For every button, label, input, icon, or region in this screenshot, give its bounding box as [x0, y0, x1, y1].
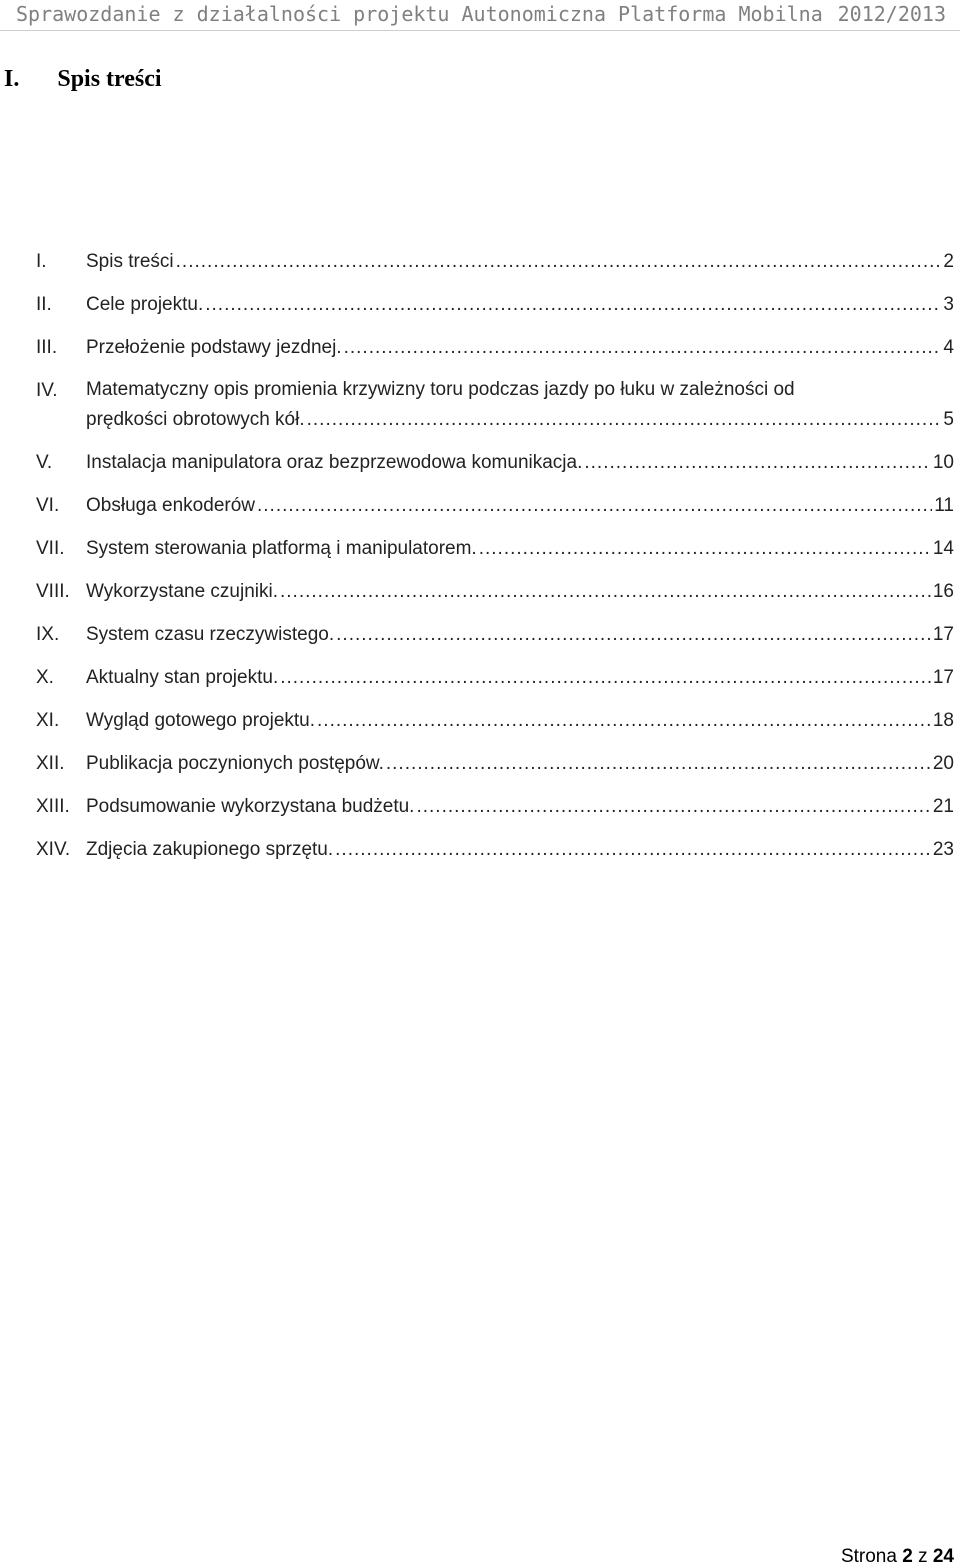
toc-leader-dots [205, 283, 941, 326]
table-of-contents [36, 240, 954, 871]
toc-entry[interactable] [36, 326, 954, 369]
toc-leader-dots [335, 828, 931, 871]
toc-leader-dots [386, 742, 931, 785]
toc-leader-dots [176, 240, 942, 283]
toc-entry-title-line1: Matematyczny opis promienia krzywizny toru podczas jazdy po łuku w zależności od [86, 379, 795, 400]
toc-entry[interactable] [36, 240, 954, 283]
toc-entry-title: Podsumowanie wykorzystana budżetu. [86, 796, 415, 817]
header-divider [0, 30, 960, 31]
footer-separator: z [918, 1546, 928, 1567]
toc-entry-number: XIII. [36, 796, 70, 817]
toc-entry-page: 17 [932, 624, 954, 645]
toc-entry-page: 14 [932, 538, 954, 559]
toc-entry[interactable] [36, 527, 954, 570]
toc-leader-dots [344, 326, 942, 369]
toc-entry-title: Przełożenie podstawy jezdnej. [86, 337, 342, 358]
toc-entry-title: Publikacja poczynionych postępów. [86, 753, 384, 774]
toc-entry-title: Obsługa enkoderów [86, 495, 255, 516]
toc-entry-title: Wykorzystane czujniki. [86, 581, 278, 602]
toc-entry-page: 23 [932, 839, 954, 860]
toc-entry-title: Spis treści [86, 251, 174, 272]
toc-entry[interactable] [36, 484, 954, 527]
toc-leader-dots [336, 613, 931, 656]
toc-entry-page: 20 [932, 753, 954, 774]
toc-entry-title: System sterowania platformą i manipulatorem. [86, 538, 477, 559]
footer-label: Strona [840, 1546, 897, 1567]
toc-entry-title: Wygląd gotowego projektu. [86, 710, 316, 731]
header-title: Sprawozdanie z działalności projektu Autonomiczna Platforma Mobilna [16, 2, 823, 26]
footer-current-page: 2 [902, 1546, 913, 1567]
page-footer [841, 1546, 954, 1568]
toc-entry-number: V. [36, 452, 53, 473]
toc-entry-title: Instalacja manipulatora oraz bezprzewodowa komunikacja. [86, 452, 583, 473]
toc-entry[interactable] [36, 828, 954, 871]
toc-entry-title: Aktualny stan projektu. [86, 667, 279, 688]
toc-entry-number: I. [36, 251, 47, 272]
toc-entry-number: III. [36, 337, 58, 358]
toc-leader-dots [307, 405, 942, 435]
toc-entry-number: IV. [36, 380, 58, 401]
page-header [0, 0, 960, 28]
toc-entry-number: X. [36, 667, 54, 688]
toc-entry-page: 5 [943, 409, 954, 430]
toc-entry-number: VI. [36, 495, 60, 516]
toc-entry[interactable] [36, 441, 954, 484]
toc-entry-page: 17 [932, 667, 954, 688]
toc-entry-number: XI. [36, 710, 60, 731]
toc-entry-title: Cele projektu. [86, 294, 204, 315]
toc-entry-page: 2 [943, 251, 954, 272]
toc-entry-page: 18 [932, 710, 954, 731]
toc-leader-dots [257, 484, 932, 527]
footer-total-pages: 24 [932, 1546, 954, 1567]
toc-leader-dots [584, 441, 930, 484]
toc-leader-dots [416, 785, 930, 828]
toc-entry[interactable] [36, 613, 954, 656]
toc-entry-number: XIV. [36, 839, 71, 860]
toc-entry[interactable] [36, 283, 954, 326]
section-heading-title: Spis treści [57, 66, 162, 92]
toc-entry-page: 16 [932, 581, 954, 602]
toc-entry-number: IX. [36, 624, 60, 645]
toc-entry-number: XII. [36, 753, 65, 774]
toc-entry-number: VII. [36, 538, 65, 559]
section-heading-number: I. [4, 66, 20, 92]
toc-entry-page: 4 [943, 337, 954, 358]
toc-entry-page: 11 [934, 495, 954, 516]
toc-entry[interactable] [36, 369, 954, 441]
toc-entry[interactable] [36, 785, 954, 828]
toc-entry[interactable] [36, 656, 954, 699]
toc-entry-title: prędkości obrotowych kół. [86, 409, 305, 430]
header-year: 2012/2013 [837, 2, 946, 26]
toc-leader-dots [479, 527, 931, 570]
toc-entry-page: 10 [932, 452, 954, 473]
toc-leader-dots [280, 570, 931, 613]
toc-entry[interactable] [36, 570, 954, 613]
section-heading [4, 66, 162, 93]
toc-entry[interactable] [36, 699, 954, 742]
toc-leader-dots [317, 699, 931, 742]
toc-entry-number: II. [36, 294, 52, 315]
toc-entry[interactable] [36, 742, 954, 785]
toc-entry-page: 3 [943, 294, 954, 315]
toc-leader-dots [280, 656, 931, 699]
toc-entry-page: 21 [932, 796, 954, 817]
toc-entry-title: Zdjęcia zakupionego sprzętu. [86, 839, 334, 860]
toc-entry-title: System czasu rzeczywistego. [86, 624, 335, 645]
toc-entry-number: VIII. [36, 581, 70, 602]
